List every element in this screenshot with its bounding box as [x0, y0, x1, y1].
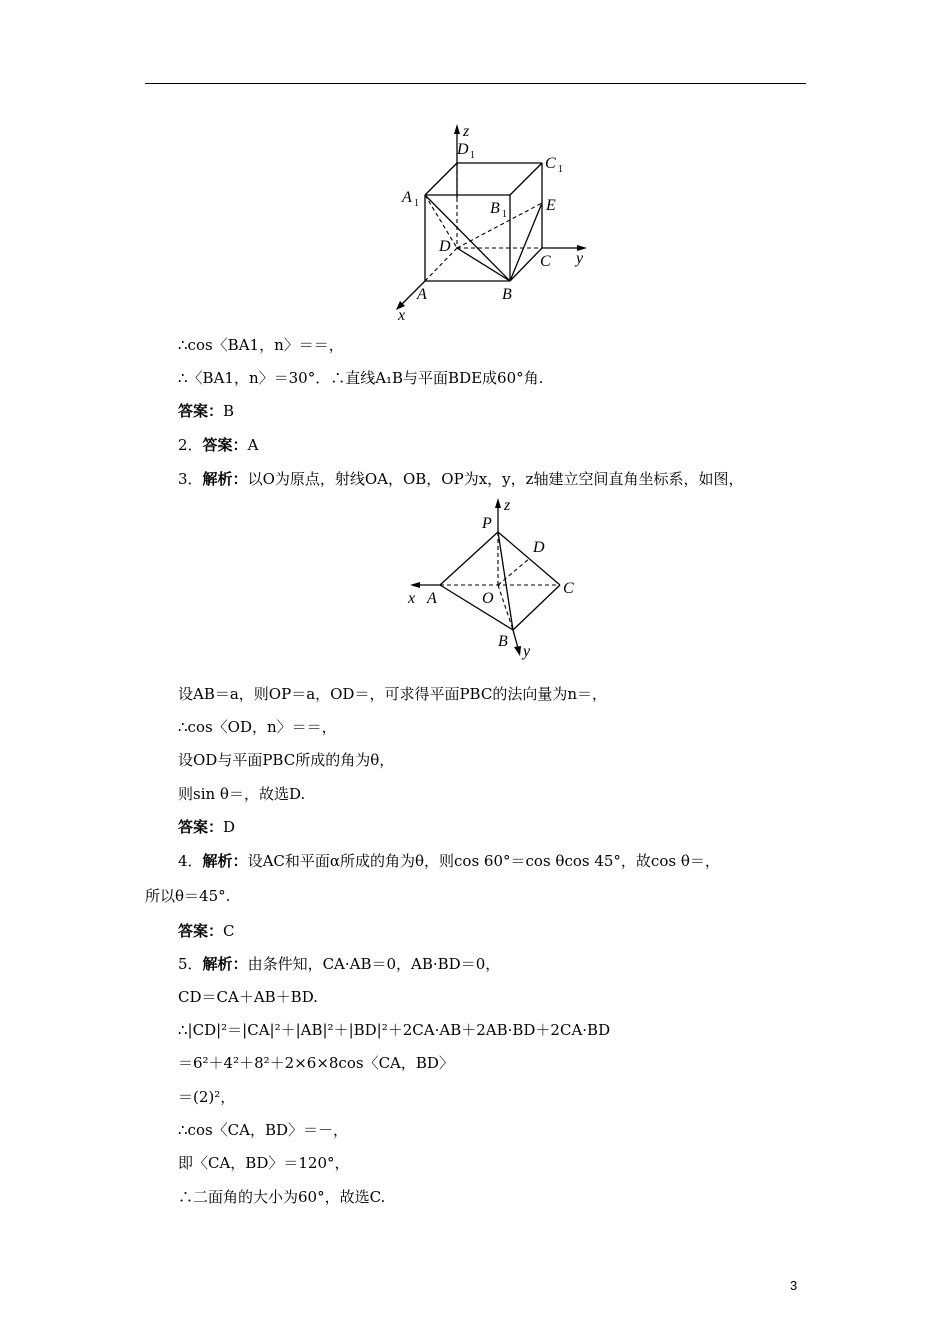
cube-figure [385, 118, 605, 328]
text-line: ∴cos〈CA，BD〉＝－， [178, 1121, 349, 1139]
text-line: 设AB＝a，则OP＝a，OD＝，可求得平面PBC的法向量为n＝， [178, 685, 607, 703]
label-B: B [502, 286, 512, 303]
label-A1-sub: 1 [414, 198, 419, 209]
text-line: ∴〈BA1，n〉＝30°．∴直线A₁B与平面BDE成60°角. [178, 369, 544, 387]
text-line: ＝6²＋4²＋8²＋2×6×8cos〈CA，BD〉 [178, 1054, 454, 1072]
pyramid-figure [400, 490, 590, 665]
answer-line: 答案：C [178, 922, 235, 940]
page-number: 3 [790, 1278, 798, 1293]
label-C1: C [545, 155, 556, 172]
analysis-line: 4．解析：设AC和平面α所成的角为θ，则cos 60°＝cos θcos 45°，故cos θ＝， [178, 852, 720, 870]
answer-line: 答案：B [178, 402, 235, 420]
label-B1-sub: 1 [502, 209, 507, 220]
label-B1: B [490, 200, 500, 217]
label-B: B [498, 633, 508, 650]
label-C: C [563, 580, 574, 597]
analysis-line: 3．解析：以O为原点，射线OA，OB，OP为x，y，z轴建立空间直角坐标系，如图， [178, 470, 744, 488]
text-line: ∴cos〈BA1，n〉＝＝， [178, 336, 344, 354]
label-D: D [533, 539, 545, 556]
text-line: ∴二面角的大小为60°，故选C. [178, 1188, 386, 1206]
label-D: D [439, 238, 451, 255]
label-x: x [408, 590, 416, 607]
label-z: z [463, 123, 470, 140]
text-line: ＝(2)²， [178, 1088, 236, 1106]
label-O: O [482, 590, 494, 607]
answer-line: 答案：D [178, 818, 236, 836]
analysis-line: 5．解析：由条件知，CA·AB＝0，AB·BD＝0， [178, 955, 501, 973]
label-P: P [482, 515, 492, 532]
text-line: ∴|CD|²＝|CA|²＋|AB|²＋|BD|²＋2CA·AB＋2AB·BD＋2CA·BD [178, 1021, 611, 1039]
label-y: y [576, 250, 584, 267]
label-D1: D [457, 141, 469, 158]
label-E: E [546, 197, 556, 214]
label-C1-sub: 1 [558, 164, 563, 175]
label-x: x [398, 307, 406, 324]
text-line: 设OD与平面PBC所成的角为θ， [178, 751, 395, 769]
text-line: 即〈CA，BD〉＝120°， [178, 1154, 350, 1172]
answer-line: 2．答案：A [178, 436, 259, 454]
label-D1-sub: 1 [470, 150, 475, 161]
header-rule [145, 83, 806, 84]
text-line: ∴cos〈OD，n〉＝＝， [178, 718, 337, 736]
text-line: 则sin θ＝，故选D. [178, 785, 306, 803]
label-z: z [504, 497, 511, 514]
label-y: y [523, 643, 531, 660]
label-A: A [417, 286, 427, 303]
label-A: A [427, 590, 437, 607]
text-line: CD＝CA＋AB＋BD. [178, 988, 318, 1006]
label-C: C [540, 253, 551, 270]
label-A1: A [402, 189, 412, 206]
text-line: 所以θ＝45°. [145, 887, 231, 905]
